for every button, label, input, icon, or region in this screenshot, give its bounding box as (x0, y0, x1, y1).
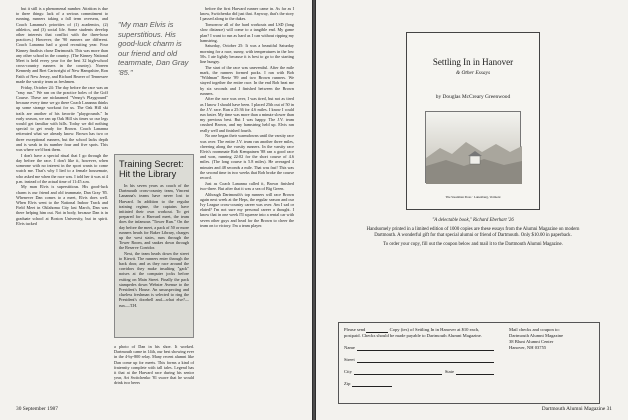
order-coupon (338, 322, 600, 404)
paragraph: before the first Harvard runner came in. As far as I know, Switchenko did just that. Anyway, that's the story I passed along to the dukes. (200, 6, 294, 22)
pull-quote: "My man Elvis is superstitious. His good-luck charm is our friend and old teammate, Dan Gray '85." (118, 20, 189, 77)
book-subtitle: & Other Essays (455, 70, 491, 76)
ad-body: Handsomely printed in a limited edition of 1000 copies are these essays from the Alumni Magazine on modern Dartmouth. A wonderful gift for that special alumni or friend of Dartmouth. Only $10.00 in paperback. (366, 227, 580, 238)
sidebar-title: Training Secret: Hit the Library (119, 159, 184, 179)
paragraph: Friday, October 24: The day before the race was an "easy run." We ran on the practice holes of the Golf Course. These are nicknamed "Venny's Playground" because every time we go there Coach Lananna thinks up some strange workout for us. The Oak Hill ski trails are another of his favorite "playgrounds." In early season, we ran up Oak Hill six times so our legs would get familiar with hills. Today we did nothing special to get ready for Brown. Coach Lananna reiterated what we already know: Brown has two or three exceptional runners, but the school lacks depth and is weak in its number four and five spots. This was where we'd beat them. (16, 84, 108, 152)
ad-copy (356, 218, 590, 248)
left-page (0, 0, 312, 420)
quantity-line: Please send Copy (ies) of Settling In in Hanover at $10 each, postpaid. Checks should be made payable to Dartmouth Alumni Magazine. (344, 327, 482, 338)
city-field[interactable] (354, 370, 442, 375)
name-field[interactable] (357, 346, 494, 351)
article-column-1 (16, 6, 108, 227)
paragraph: but it still is a phenomenal number. Attrition is due to three things: lack of a serious commitment to running, runners taking a fall term overseas, and Coach Lananna's priorities of (1) academics, (2) athletics, and (3) social life. Some students develop other interests that conflict with the three-hour practices.) However, the '90 runners are different. Coach Lananna had a good recruiting year. Four Kinney finalists chose Dartmouth. This was more than any other school in the country. (The Kinney National Meet is held every year for the best 32 high-school cross-country runners in the country). Noreen Kennedy and Bret Cartwright of New Hampshire, Ron Faith of New Jersey, and Richard Beaver of Tennessee made the varsity team as freshmen. (16, 6, 108, 84)
cover-illustration (425, 111, 521, 183)
book-cover (406, 32, 540, 210)
ad-order-instructions: To order your copy, fill out the coupon below and mail it to the Dartmouth Alumni Magazine. (383, 242, 563, 247)
page-folio-left: 30 September 1987 (16, 406, 58, 412)
article-continuation: a photo of Dan in his shoe. It worked. Dartmouth came in 14th, our best showing ever in the 4-by-800 relay. Many recent alumni like Dan come up for meets. This forms a kind of fraternity complete with tall tales. Legend has it that at the Harvard race during his senior year, Art Switchenko '81 swore that he would drink two beers (114, 344, 194, 386)
book-author: by Douglas McCreary Greenwood (435, 94, 511, 100)
sidebar-body (119, 183, 189, 308)
paragraph: After the race was over, I was tired, but not as tired as I know I should have been. I placed 25th out of 50 in the J.V. race. Ran a 25:36 for 4.6 miles. I know I could run faster. My time was more than a minute slower than my previous best. But I was happy. The J.V. team crushed Brown, and my hamstring held up. Elvis ran really well and finished fourth. (200, 96, 294, 133)
coupon-fields (344, 327, 494, 387)
paragraph: Tomorrow all of the hard workouts and LSD (long slow distance) will come to a tangible end. My game plan? I want to run as hard as I can without ripping my hamstring. (200, 22, 294, 43)
page-folio-right: Dartmouth Alumni Magazine 31 (541, 406, 612, 412)
street-field[interactable] (357, 358, 494, 363)
mail-heading: Mail checks and coupon to: (509, 327, 560, 332)
city-state-row: City State (344, 369, 494, 375)
name-row: Name (344, 345, 494, 351)
street-row: Street (344, 357, 494, 363)
paragraph: Next, the team heads down the street to Kiewit. The runners enter through the back door, and as they race around the corridors they make insulting "gack" noises at the computer jocks before exiting on Main Street. Finally the pack stampedes down Webster Avenue to the President's House. An unsuspecting and clueless freshman is selected to ring the President's doorbell and—what else?—run.—T.H. (119, 250, 189, 308)
training-sidebar (114, 154, 194, 338)
paragraph: I don't have a special ritual that I go through the day before the race. I don't like it, however, when someone with no interest in the sport wants to come watch me. That's why I lied to a female housemate, who asked me when the race was. I told her it was at 4 p.m. instead of the actual time of 11:45 a.m. (16, 152, 108, 184)
paragraph: The start of the race was uneventful. After the mile mark, the runners formed packs. I ran with Bob "Wildman" Reetz '89 and two Brown runners. We stayed together the entire race. In the end Bob beat me by six seconds and I finished between the Brown runners. (200, 64, 294, 96)
paragraph: Just as Coach Lananna called it, Brown finished two-three. But after that it was a sea of Big Green. (200, 180, 294, 191)
article-column-2 (114, 6, 194, 87)
paragraph: Saturday, October 25: It was a beautiful Saturday morning for a race, sunny, with temperatures in the low 50s. I ate lightly because it is best to go to the starting line hungry. (200, 43, 294, 65)
paragraph: No one began their warmdowns until the varsity race was over. The entire J.V. team ran another three miles, cheering along the varsity runners. In the varsity race Elvis's roommate Rob Kempainen '88 ran a good race and won, running 22:02 for the short course of 4.6 miles. (The long course is 5.8 miles). He averaged 4 minutes and 48 seconds a mile. That was fast! This was the second time in two weeks that Rob broke the course record. (200, 133, 294, 180)
zip-field[interactable] (352, 382, 392, 387)
state-field[interactable] (456, 370, 494, 375)
mailing-address (509, 327, 597, 351)
paragraph: Although Dartmouth's top runners will race Brown again next week at the Heps, the regular season and our Ivy League cross-country career was over. Am I sad or elated? I'm not sure my personal career a thought. I know that in one week I'll squeeze into a rental car with seven other guys and head for the Brown to cheer the team on to victory. I'm a team player. (200, 191, 294, 228)
ad-quote: "A delectable book," Richard Eberhart '26 (432, 218, 514, 223)
landscape-illustration-icon (426, 112, 522, 184)
mail-address-line: Dartmouth Alumni Magazine (509, 333, 564, 338)
paragraph: In his seven years as coach of the Dartmouth cross-country team, Vincent Lananna's teams have never lost to Harvard. In addition to the regular training regime, the captains have initiated their own workout. To get prepared for a Harvard meet, the team does the infamous "Tower Run." On the day before the meet, a pack of 50 or more runners heads for Baker Library, charges up the west stairs, runs through the Tower Room, and snakes down through the Reserve Corridor. (119, 183, 189, 251)
mail-address-line: 38 Blunt Alumni Center (509, 339, 554, 344)
paragraph: My man Elvis is superstitious. His good-luck charm is our friend and old teammate, Dan Gray '85. Whenever Dan comes to a meet, Elvis does well. When Elvis went to the National Indoor Track and Field Meet in Oklahoma City last March, Dan was there helping him out. Not in body, because Dan is in graduate school at Boston University, but in spirit. Elvis tucked (16, 184, 108, 226)
zip-row: Zip (344, 381, 494, 387)
article-column-3 (200, 6, 294, 229)
book-title: Settling In in Hanover (432, 57, 514, 67)
mail-address-line: Hanover, NH 03755 (509, 345, 547, 350)
right-page (316, 0, 628, 420)
publisher-caption: The Steadman Press · Lunenburg, Vermont (445, 195, 501, 199)
